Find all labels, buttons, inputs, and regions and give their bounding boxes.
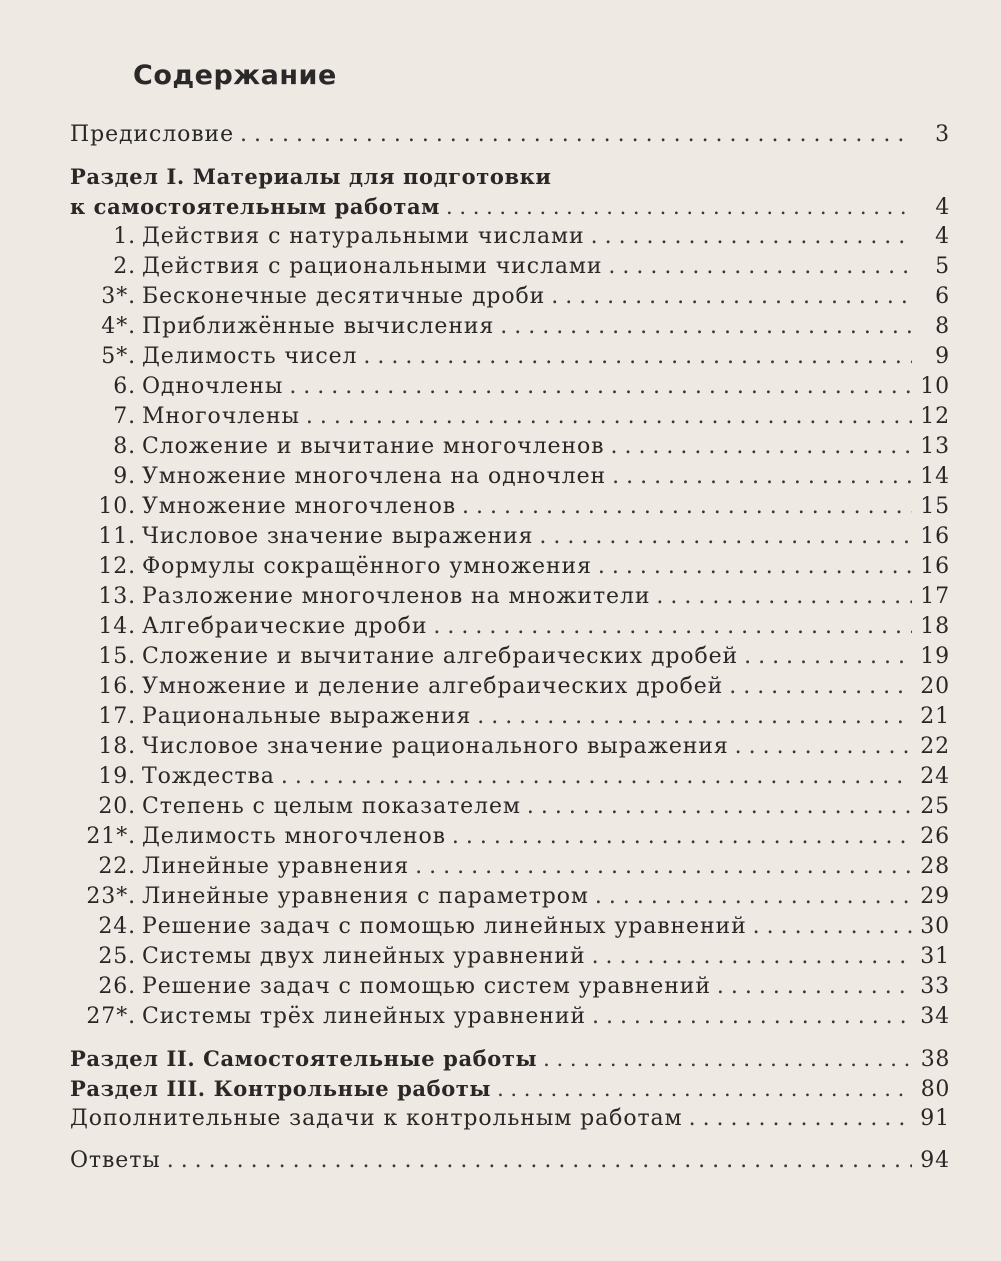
toc-item[interactable] [70, 672, 950, 702]
toc-entry-section3[interactable] [70, 1074, 950, 1104]
toc-item[interactable] [70, 252, 950, 282]
dot-leader [592, 1002, 912, 1032]
toc-page-number: 91 [920, 1106, 950, 1131]
toc-item-label: Линейные уравнения с параметром [142, 884, 589, 909]
toc-item[interactable] [70, 792, 950, 822]
toc-entry-preface[interactable] [70, 120, 950, 150]
toc-page-number: 18 [920, 614, 950, 639]
toc-page-number: 30 [920, 914, 950, 939]
toc-page-number: 13 [920, 434, 950, 459]
toc-item[interactable] [70, 582, 950, 612]
toc-page-number: 31 [920, 944, 950, 969]
toc-page-number: 38 [920, 1047, 950, 1072]
dot-leader [477, 702, 912, 732]
toc-item-label: Сложение и вычитание многочленов [142, 434, 605, 459]
toc-page-number: 21 [920, 704, 950, 729]
toc-item-label: Умножение многочленов [142, 494, 457, 519]
toc-item-number: 27*. [86, 1004, 136, 1029]
toc-item-number: 1. [113, 224, 136, 249]
section1-heading-line1: Раздел I. Материалы для подготовки [70, 164, 552, 189]
dot-leader [497, 1074, 912, 1104]
toc-item[interactable] [70, 702, 950, 732]
dot-leader [689, 1104, 912, 1134]
toc-item[interactable] [70, 822, 950, 852]
toc-page-number: 33 [920, 974, 950, 999]
dot-leader [595, 882, 912, 912]
toc-item-number: 15. [98, 644, 136, 669]
toc-page-number: 15 [920, 494, 950, 519]
section1-items [70, 222, 950, 1032]
toc-item[interactable] [70, 522, 950, 552]
toc-entry-label: к самостоятельным работам [70, 194, 441, 219]
toc-entry-section2[interactable] [70, 1044, 950, 1074]
toc-item-number: 14. [98, 614, 136, 639]
page-title: Содержание [133, 60, 337, 91]
dot-leader [289, 372, 912, 402]
dot-leader [281, 762, 912, 792]
toc-item-label: Решение задач с помощью систем уравнений [142, 974, 711, 999]
toc-page-number: 3 [935, 122, 950, 147]
toc-item-label: Приближённые вычисления [142, 314, 495, 339]
toc-entry-label: Раздел II. Самостоятельные работы [70, 1046, 538, 1071]
toc-item-label: Линейные уравнения [142, 854, 410, 879]
toc-item-label: Тождества [142, 764, 275, 789]
toc-page-number: 94 [920, 1148, 950, 1173]
toc-page-number: 12 [920, 404, 950, 429]
toc-entry-section1[interactable] [70, 192, 950, 222]
toc-item-number: 13. [98, 584, 136, 609]
dot-leader [753, 912, 912, 942]
toc-page-number: 19 [920, 644, 950, 669]
dot-leader [610, 432, 912, 462]
toc-item-label: Делимость чисел [142, 344, 358, 369]
toc-item-number: 17. [98, 704, 136, 729]
toc-page-number: 14 [920, 464, 950, 489]
dot-leader [452, 822, 912, 852]
dot-leader [306, 402, 912, 432]
dot-leader [729, 672, 912, 702]
toc-item-label: Формулы сокращённого умножения [142, 554, 592, 579]
dot-leader [744, 642, 912, 672]
dot-leader [612, 462, 912, 492]
toc-item[interactable] [70, 882, 950, 912]
toc-entry-label: Дополнительные задачи к контрольным работам [70, 1106, 683, 1131]
toc-item-label: Разложение многочленов на множители [142, 584, 651, 609]
toc-page-number: 9 [935, 344, 950, 369]
toc-item-label: Алгебраические дроби [142, 614, 428, 639]
toc-item[interactable] [70, 312, 950, 342]
toc-item-label: Сложение и вычитание алгебраических дробей [142, 644, 739, 669]
toc-page-number: 26 [920, 824, 950, 849]
toc-item-number: 5*. [101, 344, 136, 369]
dot-leader [656, 582, 912, 612]
toc-item-number: 21*. [86, 824, 136, 849]
toc-item-label: Системы двух линейных уравнений [142, 944, 586, 969]
dot-leader [591, 222, 912, 252]
toc-page-number: 8 [935, 314, 950, 339]
toc-item-number: 4*. [101, 314, 136, 339]
toc-page-number: 10 [920, 374, 950, 399]
toc-entry-answers[interactable] [70, 1146, 950, 1176]
toc-page-number: 16 [920, 554, 950, 579]
toc-item-number: 6. [113, 374, 136, 399]
dot-leader [539, 522, 912, 552]
toc-item-label: Умножение и деление алгебраических дробей [142, 674, 724, 699]
toc-item[interactable] [70, 912, 950, 942]
toc-page-number: 28 [920, 854, 950, 879]
toc-page-number: 4 [935, 224, 950, 249]
toc-page-number: 80 [920, 1077, 950, 1102]
dot-leader [527, 792, 912, 822]
toc-page-number: 5 [935, 254, 950, 279]
toc-page-number: 24 [920, 764, 950, 789]
toc-item[interactable] [70, 642, 950, 672]
dot-leader [240, 120, 912, 150]
toc-item-number: 2. [113, 254, 136, 279]
toc-item[interactable] [70, 492, 950, 522]
toc-item-number: 10. [98, 494, 136, 519]
toc-item-number: 22. [98, 854, 136, 879]
toc-item-number: 19. [98, 764, 136, 789]
toc-item-number: 11. [98, 524, 136, 549]
toc-item[interactable] [70, 1002, 950, 1032]
toc-item[interactable] [70, 612, 950, 642]
toc-item-number: 18. [98, 734, 136, 759]
toc-item-number: 16. [98, 674, 136, 699]
toc-item-number: 25. [98, 944, 136, 969]
toc-item-label: Умножение многочлена на одночлен [142, 464, 607, 489]
toc-page-number: 17 [920, 584, 950, 609]
toc-item[interactable] [70, 222, 950, 252]
dot-leader [717, 972, 912, 1002]
toc-item-label: Решение задач с помощью линейных уравнений [142, 914, 747, 939]
toc-item-number: 20. [98, 794, 136, 819]
dot-leader [598, 552, 912, 582]
toc-item-label: Рациональные выражения [142, 704, 472, 729]
toc-item-label: Числовое значение рационального выражения [142, 734, 729, 759]
toc-item[interactable] [70, 402, 950, 432]
toc-item-label: Бесконечные десятичные дроби [142, 284, 546, 309]
toc-item-label: Действия с рациональными числами [142, 254, 603, 279]
toc-item[interactable] [70, 762, 950, 792]
toc-item-label: Действия с натуральными числами [142, 224, 585, 249]
dot-leader [167, 1146, 912, 1176]
toc-item[interactable] [70, 552, 950, 582]
toc-item-label: Степень с целым показателем [142, 794, 521, 819]
toc-entry-extra-tasks[interactable] [70, 1104, 950, 1134]
dot-leader [608, 252, 912, 282]
toc-item[interactable] [70, 462, 950, 492]
toc-item[interactable] [70, 972, 950, 1002]
toc-item-number: 12. [98, 554, 136, 579]
dot-leader [446, 192, 912, 222]
toc-item[interactable] [70, 732, 950, 762]
dot-leader [462, 492, 912, 522]
toc-page-number: 16 [920, 524, 950, 549]
toc-page-number: 34 [920, 1004, 950, 1029]
dot-leader [415, 852, 912, 882]
dot-leader [543, 1044, 912, 1074]
toc-page-number: 6 [935, 284, 950, 309]
toc-item-number: 24. [98, 914, 136, 939]
dot-leader [500, 312, 912, 342]
toc-page-number: 29 [920, 884, 950, 909]
toc-item-number: 23*. [86, 884, 136, 909]
toc-item[interactable] [70, 372, 950, 402]
toc-item-label: Числовое значение выражения [142, 524, 534, 549]
toc-item-label: Системы трёх линейных уравнений [142, 1004, 586, 1029]
dot-leader [551, 282, 912, 312]
toc-entry-label: Раздел III. Контрольные работы [70, 1076, 492, 1101]
dot-leader [592, 942, 912, 972]
table-of-contents [70, 120, 950, 1176]
toc-item[interactable] [70, 432, 950, 462]
toc-item-number: 8. [113, 434, 136, 459]
dot-leader [433, 612, 912, 642]
toc-item-label: Многочлены [142, 404, 300, 429]
toc-item-number: 7. [113, 404, 136, 429]
dot-leader [735, 732, 912, 762]
toc-item-label: Одночлены [142, 374, 284, 399]
toc-item-number: 9. [113, 464, 136, 489]
toc-page-number: 4 [935, 195, 950, 220]
toc-item[interactable] [70, 282, 950, 312]
toc-item[interactable] [70, 852, 950, 882]
toc-entry-label: Ответы [70, 1148, 161, 1173]
toc-item-number: 26. [98, 974, 136, 999]
dot-leader [363, 342, 912, 372]
toc-item-label: Делимость многочленов [142, 824, 446, 849]
toc-page-number: 25 [920, 794, 950, 819]
toc-entry-label: Предисловие [70, 122, 235, 147]
toc-page-number: 20 [920, 674, 950, 699]
toc-item[interactable] [70, 942, 950, 972]
toc-item[interactable] [70, 342, 950, 372]
toc-page-number: 22 [920, 734, 950, 759]
toc-item-number: 3*. [101, 284, 136, 309]
